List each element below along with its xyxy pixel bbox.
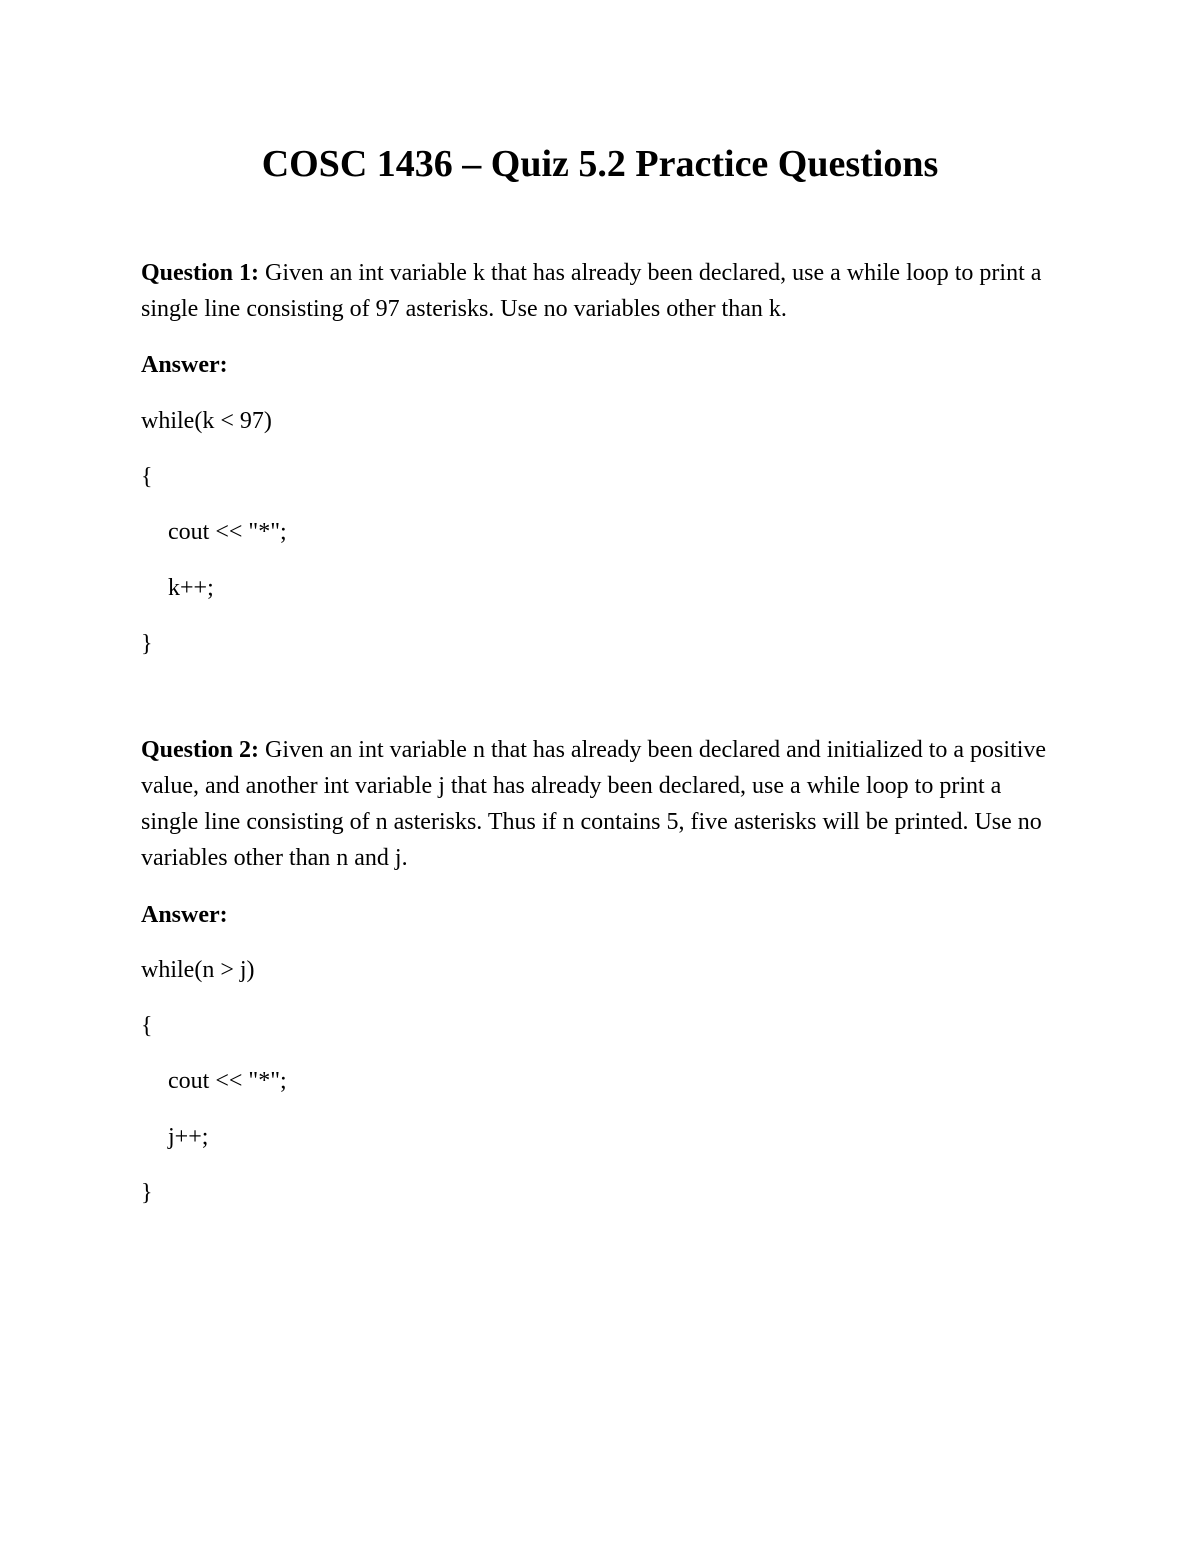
answer-1-code-line: while(k < 97) (141, 408, 272, 434)
answer-2-label: Answer: (141, 902, 228, 928)
answer-2-code-line: j++; (168, 1124, 209, 1150)
answer-2-code-line: while(n > j) (141, 957, 255, 983)
answer-1-code-line: cout << "*"; (168, 519, 287, 545)
question-1-label: Question 1: (141, 260, 260, 286)
answer-2-code-line: { (141, 1013, 153, 1039)
answer-2-code-line: cout << "*"; (168, 1068, 287, 1094)
answer-2-code-line: } (141, 1180, 153, 1206)
question-1-text: Given an int variable k that has already been declared, use a while loop to print a single line consisting of 97 asterisks. Use no variables other than k. (141, 260, 1042, 322)
question-2-label: Question 2: (141, 737, 260, 763)
question-2 (141, 732, 1061, 876)
answer-1-code-line: { (141, 464, 153, 490)
answer-1-label: Answer: (141, 352, 228, 378)
answer-1-code-line: k++; (168, 575, 214, 601)
question-2-text: Given an int variable n that has already been declared and initialized to a positive value, and another int variable j that has already been declared, use a while loop to print a single line consisting of n asterisks. Thus if n contains 5, five asterisks will be printed. Use no variables other than n and j. (141, 737, 1047, 871)
page-title: COSC 1436 – Quiz 5.2 Practice Questions (261, 143, 939, 185)
answer-1-code-line: } (141, 631, 153, 657)
question-1 (141, 255, 1061, 327)
